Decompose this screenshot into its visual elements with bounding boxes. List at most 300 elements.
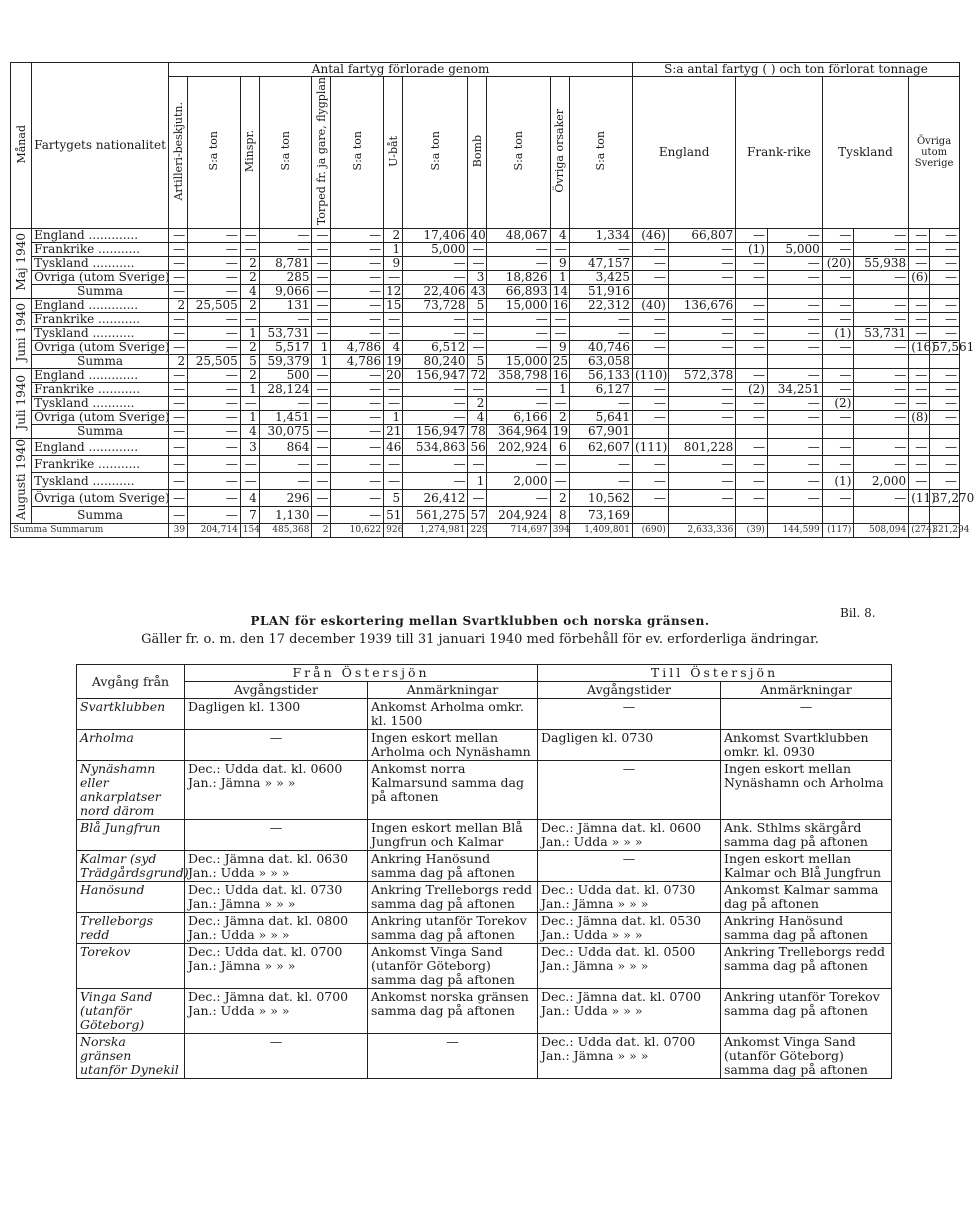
sum-cell xyxy=(668,285,735,299)
value-cell: — xyxy=(822,383,854,397)
fran-time-cell: — xyxy=(185,1034,368,1079)
plan-row xyxy=(77,882,892,913)
nationality-cell: Frankrike ........... xyxy=(32,243,169,257)
nationality-cell: Tyskland ........... xyxy=(32,327,169,341)
value-cell: — xyxy=(569,473,632,490)
value-cell: — xyxy=(312,411,331,425)
header-losses-cause: Antal fartyg förlorade genom xyxy=(169,63,633,77)
value-cell: — xyxy=(312,456,331,473)
value-cell: 5 xyxy=(384,490,403,507)
till-note-cell: Ankring utanför Torekov samma dag på aftonen xyxy=(721,989,892,1034)
value-cell: — xyxy=(169,327,188,341)
sum-cell: 19 xyxy=(550,425,569,439)
value-cell: — xyxy=(468,490,487,507)
nationality-cell: Övriga (utom Sverige) xyxy=(32,411,169,425)
value-cell: — xyxy=(930,271,960,285)
value-cell: 1 xyxy=(240,383,259,397)
value-cell: — xyxy=(169,456,188,473)
value-cell: — xyxy=(930,313,960,327)
nationality-cell: England ............. xyxy=(32,369,169,383)
value-cell: — xyxy=(668,341,735,355)
fran-time-cell: Dec.: Jämna dat. kl. 0700 Jan.: Udda » » » xyxy=(185,989,368,1034)
value-cell: — xyxy=(633,411,669,425)
value-cell: — xyxy=(854,229,909,243)
value-cell: — xyxy=(240,229,259,243)
value-cell: — xyxy=(909,327,930,341)
sum-cell: 67,901 xyxy=(569,425,632,439)
value-cell: 16 xyxy=(550,299,569,313)
value-cell: 2 xyxy=(240,369,259,383)
value-cell: — xyxy=(240,397,259,411)
value-cell: — xyxy=(668,243,735,257)
grand-total-cell: 926 xyxy=(384,524,403,538)
value-cell: 57,561 xyxy=(930,341,960,355)
sum-row xyxy=(11,425,960,439)
nationality-cell: Övriga (utom Sverige) xyxy=(32,271,169,285)
value-cell: 37,270 xyxy=(930,490,960,507)
plan-row xyxy=(77,989,892,1034)
value-cell: 2 xyxy=(240,341,259,355)
value-cell: 136,676 xyxy=(668,299,735,313)
value-cell: — xyxy=(633,473,669,490)
value-cell: — xyxy=(854,243,909,257)
value-cell: — xyxy=(403,327,468,341)
value-cell: — xyxy=(930,456,960,473)
value-cell: — xyxy=(854,383,909,397)
sum-cell xyxy=(736,285,768,299)
sum-cell: 8 xyxy=(550,507,569,524)
header-avgang-fran: Avgång från xyxy=(77,665,185,699)
header-tyskland: Tyskland xyxy=(822,77,908,229)
value-cell: — xyxy=(930,243,960,257)
value-cell: — xyxy=(312,473,331,490)
value-cell: — xyxy=(854,271,909,285)
fran-note-cell: Ankomst Vinga Sand (utanför Göteborg) samma dag på aftonen xyxy=(368,944,538,989)
value-cell: 15,000 xyxy=(487,299,550,313)
till-time-cell: Dec.: Udda dat. kl. 0730 Jan.: Jämna » » » xyxy=(538,882,721,913)
value-cell: — xyxy=(468,313,487,327)
sum-cell xyxy=(909,507,930,524)
value-cell: — xyxy=(240,456,259,473)
value-cell: 1,451 xyxy=(259,411,312,425)
header-bomb: Bomb xyxy=(468,77,487,229)
plan-row xyxy=(77,913,892,944)
value-cell: 55,938 xyxy=(854,257,909,271)
grand-total-cell: 1,409,801 xyxy=(569,524,632,538)
value-cell: — xyxy=(550,473,569,490)
value-cell: — xyxy=(384,397,403,411)
sum-cell xyxy=(909,285,930,299)
value-cell: — xyxy=(188,456,241,473)
value-cell: 26,412 xyxy=(403,490,468,507)
value-cell: (8) xyxy=(909,411,930,425)
header-till-ostersjon: Till Östersjön xyxy=(538,665,892,682)
value-cell: — xyxy=(403,456,468,473)
value-cell: 1 xyxy=(384,243,403,257)
sum-cell xyxy=(822,507,854,524)
till-time-cell: Dec.: Jämna dat. kl. 0530 Jan.: Udda » » » xyxy=(538,913,721,944)
sum-cell: — xyxy=(331,507,384,524)
value-cell: — xyxy=(767,456,822,473)
sum-cell xyxy=(736,507,768,524)
value-cell: — xyxy=(736,257,768,271)
value-cell: — xyxy=(384,271,403,285)
fran-note-cell: Ingen eskort mellan Blå Jungfrun och Kalmar xyxy=(368,820,538,851)
value-cell: 534,863 xyxy=(403,439,468,456)
value-cell: — xyxy=(403,397,468,411)
nationality-cell: England ............. xyxy=(32,439,169,456)
value-cell: 1 xyxy=(550,271,569,285)
value-cell: — xyxy=(169,313,188,327)
port-cell: Nynäshamn eller ankarplatser nord därom xyxy=(77,761,185,820)
till-time-cell: Dec.: Jämna dat. kl. 0600 Jan.: Udda » » » xyxy=(538,820,721,851)
value-cell: — xyxy=(854,397,909,411)
sum-cell xyxy=(822,355,854,369)
sum-cell xyxy=(633,507,669,524)
value-cell: — xyxy=(767,271,822,285)
value-cell: — xyxy=(736,411,768,425)
value-cell: — xyxy=(188,397,241,411)
value-cell: — xyxy=(188,411,241,425)
value-cell: — xyxy=(331,397,384,411)
value-cell: (11) xyxy=(909,490,930,507)
table-row xyxy=(11,299,960,313)
value-cell: 2 xyxy=(240,257,259,271)
table-row xyxy=(11,313,960,327)
value-cell: — xyxy=(550,456,569,473)
value-cell: — xyxy=(767,439,822,456)
value-cell: — xyxy=(312,369,331,383)
value-cell: (20) xyxy=(822,257,854,271)
value-cell: 5,000 xyxy=(403,243,468,257)
port-cell: Hanösund xyxy=(77,882,185,913)
value-cell: 40,746 xyxy=(569,341,632,355)
value-cell: (16) xyxy=(909,341,930,355)
value-cell: — xyxy=(633,327,669,341)
grand-total-cell: 2 xyxy=(312,524,331,538)
value-cell: — xyxy=(767,369,822,383)
sum-cell xyxy=(736,355,768,369)
value-cell: 10,562 xyxy=(569,490,632,507)
value-cell: — xyxy=(767,299,822,313)
value-cell: — xyxy=(633,456,669,473)
month-label: Juni 1940 xyxy=(11,299,32,369)
sum-cell xyxy=(736,425,768,439)
value-cell: — xyxy=(930,327,960,341)
value-cell: — xyxy=(736,271,768,285)
till-time-cell: Dec.: Udda dat. kl. 0500 Jan.: Jämna » » » xyxy=(538,944,721,989)
grand-total-cell: 144,599 xyxy=(767,524,822,538)
value-cell: — xyxy=(188,271,241,285)
value-cell: 17,406 xyxy=(403,229,468,243)
value-cell: (111) xyxy=(633,439,669,456)
fran-time-cell: Dagligen kl. 1300 xyxy=(185,699,368,730)
sum-cell xyxy=(930,285,960,299)
value-cell: — xyxy=(331,473,384,490)
sum-cell: 9,066 xyxy=(259,285,312,299)
sum-cell: 4 xyxy=(240,285,259,299)
till-note-cell: — xyxy=(721,699,892,730)
port-cell: Trelleborgs redd xyxy=(77,913,185,944)
value-cell: — xyxy=(668,473,735,490)
value-cell: — xyxy=(331,229,384,243)
nationality-cell: England ............. xyxy=(32,229,169,243)
value-cell: 131 xyxy=(259,299,312,313)
value-cell: 1,334 xyxy=(569,229,632,243)
value-cell: — xyxy=(188,257,241,271)
value-cell: — xyxy=(169,229,188,243)
value-cell: 34,251 xyxy=(767,383,822,397)
value-cell: — xyxy=(909,369,930,383)
value-cell: — xyxy=(550,313,569,327)
value-cell: 4 xyxy=(468,411,487,425)
sum-cell: 5 xyxy=(240,355,259,369)
value-cell: — xyxy=(822,243,854,257)
value-cell: — xyxy=(188,473,241,490)
value-cell: — xyxy=(169,341,188,355)
port-cell: Blå Jungfrun xyxy=(77,820,185,851)
sum-cell xyxy=(854,425,909,439)
value-cell: — xyxy=(909,229,930,243)
value-cell: — xyxy=(668,271,735,285)
sum-cell: — xyxy=(169,425,188,439)
grand-total-cell: 485,368 xyxy=(259,524,312,538)
sum-cell: — xyxy=(188,285,241,299)
value-cell: — xyxy=(854,299,909,313)
value-cell: (2) xyxy=(822,397,854,411)
value-cell: — xyxy=(312,257,331,271)
losses-table xyxy=(10,62,974,538)
fran-time-cell: Dec.: Udda dat. kl. 0730 Jan.: Jämna » » » xyxy=(185,882,368,913)
sum-cell xyxy=(854,507,909,524)
value-cell: 4 xyxy=(550,229,569,243)
grand-total-cell: 39 xyxy=(169,524,188,538)
value-cell: 1 xyxy=(312,341,331,355)
fran-note-cell: — xyxy=(368,1034,538,1079)
sum-cell: 66,893 xyxy=(487,285,550,299)
value-cell: 28,124 xyxy=(259,383,312,397)
grand-total-cell: 394 xyxy=(550,524,569,538)
fran-note-cell: Ingen eskort mellan Arholma och Nynäshamn xyxy=(368,730,538,761)
table-row xyxy=(11,473,960,490)
nationality-cell: Frankrike ........... xyxy=(32,313,169,327)
table-row xyxy=(11,439,960,456)
till-time-cell: Dec.: Jämna dat. kl. 0700 Jan.: Udda » » » xyxy=(538,989,721,1034)
value-cell: — xyxy=(633,341,669,355)
header-ubat: U-båt xyxy=(384,77,403,229)
value-cell: — xyxy=(909,473,930,490)
value-cell: 1 xyxy=(550,383,569,397)
table-row xyxy=(11,271,960,285)
value-cell: — xyxy=(188,341,241,355)
nationality-cell: Övriga (utom Sverige) xyxy=(32,341,169,355)
value-cell: 1 xyxy=(240,411,259,425)
value-cell: — xyxy=(331,271,384,285)
value-cell: — xyxy=(767,257,822,271)
plan-row xyxy=(77,820,892,851)
value-cell: — xyxy=(468,243,487,257)
value-cell: — xyxy=(854,313,909,327)
sum-cell: 21 xyxy=(384,425,403,439)
value-cell: — xyxy=(822,439,854,456)
value-cell: — xyxy=(668,411,735,425)
value-cell: — xyxy=(312,383,331,397)
value-cell: — xyxy=(930,383,960,397)
table-row xyxy=(11,257,960,271)
table-row xyxy=(11,397,960,411)
fran-time-cell: Dec.: Udda dat. kl. 0700 Jan.: Jämna » » » xyxy=(185,944,368,989)
grand-total-cell: 2,633,336 xyxy=(668,524,735,538)
value-cell: — xyxy=(854,411,909,425)
till-time-cell: — xyxy=(538,761,721,820)
sum-cell xyxy=(930,507,960,524)
value-cell: — xyxy=(854,456,909,473)
value-cell: — xyxy=(188,243,241,257)
value-cell: 285 xyxy=(259,271,312,285)
value-cell: — xyxy=(633,271,669,285)
plan-title: PLAN för eskortering mellan Svartklubben och norska gränsen. xyxy=(250,614,710,628)
header-england: England xyxy=(633,77,736,229)
value-cell: — xyxy=(487,341,550,355)
value-cell: 2 xyxy=(468,397,487,411)
value-cell: — xyxy=(822,299,854,313)
plan-row xyxy=(77,851,892,882)
value-cell: — xyxy=(767,411,822,425)
value-cell: — xyxy=(569,243,632,257)
port-cell: Norska gränsen utanför Dynekil xyxy=(77,1034,185,1079)
value-cell: — xyxy=(468,257,487,271)
till-time-cell: Dagligen kl. 0730 xyxy=(538,730,721,761)
sum-cell: 12 xyxy=(384,285,403,299)
value-cell: 62,607 xyxy=(569,439,632,456)
sum-cell: 15,000 xyxy=(487,355,550,369)
value-cell: — xyxy=(331,243,384,257)
grand-total-cell: (117) xyxy=(822,524,854,538)
sum-label: Summa xyxy=(32,507,169,524)
value-cell: — xyxy=(822,369,854,383)
nationality-cell: Tyskland ........... xyxy=(32,257,169,271)
value-cell: — xyxy=(312,313,331,327)
value-cell: — xyxy=(331,369,384,383)
value-cell: — xyxy=(736,456,768,473)
value-cell: — xyxy=(169,271,188,285)
value-cell: — xyxy=(736,341,768,355)
port-cell: Arholma xyxy=(77,730,185,761)
fran-time-cell: Dec.: Jämna dat. kl. 0800 Jan.: Udda » » » xyxy=(185,913,368,944)
sum-cell: 22,406 xyxy=(403,285,468,299)
header-sa-ton-3: S:a ton xyxy=(331,77,384,229)
value-cell: — xyxy=(384,456,403,473)
value-cell: 9 xyxy=(550,257,569,271)
value-cell: 72 xyxy=(468,369,487,383)
value-cell: — xyxy=(331,383,384,397)
value-cell: — xyxy=(259,313,312,327)
value-cell: — xyxy=(569,313,632,327)
value-cell: — xyxy=(736,369,768,383)
value-cell: (6) xyxy=(909,271,930,285)
sum-row xyxy=(11,285,960,299)
sum-label: Summa xyxy=(32,355,169,369)
sum-cell: — xyxy=(188,507,241,524)
value-cell: 9 xyxy=(550,341,569,355)
value-cell: — xyxy=(312,243,331,257)
grand-total-cell: 714,697 xyxy=(487,524,550,538)
table-row xyxy=(11,369,960,383)
value-cell: — xyxy=(767,327,822,341)
header-summary: S:a antal fartyg ( ) och ton förlorat tonnage xyxy=(633,63,960,77)
value-cell: 66,807 xyxy=(668,229,735,243)
sum-cell: — xyxy=(312,285,331,299)
value-cell: 3 xyxy=(240,439,259,456)
value-cell: 6,166 xyxy=(487,411,550,425)
value-cell: 18,826 xyxy=(487,271,550,285)
value-cell: — xyxy=(822,271,854,285)
value-cell: — xyxy=(487,383,550,397)
header-frankrike: Frank-rike xyxy=(736,77,822,229)
value-cell: — xyxy=(468,383,487,397)
value-cell: (46) xyxy=(633,229,669,243)
value-cell: — xyxy=(188,490,241,507)
value-cell: — xyxy=(487,397,550,411)
value-cell: 2 xyxy=(384,229,403,243)
header-sa-ton-4: S:a ton xyxy=(403,77,468,229)
value-cell: 46 xyxy=(384,439,403,456)
value-cell: — xyxy=(930,229,960,243)
till-time-cell: — xyxy=(538,851,721,882)
plan-row xyxy=(77,699,892,730)
value-cell: — xyxy=(487,490,550,507)
value-cell: — xyxy=(169,490,188,507)
value-cell: — xyxy=(169,473,188,490)
grand-total-cell: (690) xyxy=(633,524,669,538)
fran-time-cell: — xyxy=(185,730,368,761)
header-till-anmarkningar: Anmärkningar xyxy=(721,682,892,699)
value-cell: (2) xyxy=(736,383,768,397)
value-cell: 53,731 xyxy=(259,327,312,341)
value-cell: — xyxy=(633,243,669,257)
value-cell: — xyxy=(403,473,468,490)
plan-row xyxy=(77,1034,892,1079)
value-cell: — xyxy=(550,397,569,411)
till-note-cell: Ankring Trelleborgs redd samma dag på aftonen xyxy=(721,944,892,989)
till-note-cell: Ingen eskort mellan Nynäshamn och Arholma xyxy=(721,761,892,820)
value-cell: 4 xyxy=(240,490,259,507)
value-cell: — xyxy=(930,257,960,271)
value-cell: — xyxy=(169,397,188,411)
nationality-cell: Tyskland ........... xyxy=(32,397,169,411)
grand-total-cell: 154 xyxy=(240,524,259,538)
value-cell: — xyxy=(550,243,569,257)
value-cell: — xyxy=(403,383,468,397)
value-cell: 156,947 xyxy=(403,369,468,383)
plan-row xyxy=(77,944,892,989)
header-fran-ostersjon: Från Östersjön xyxy=(185,665,538,682)
value-cell: — xyxy=(331,327,384,341)
value-cell: — xyxy=(312,439,331,456)
value-cell: — xyxy=(240,313,259,327)
value-cell: — xyxy=(909,383,930,397)
fran-time-cell: — xyxy=(185,820,368,851)
month-label: Augusti 1940 xyxy=(11,439,32,524)
sum-cell xyxy=(633,425,669,439)
value-cell: — xyxy=(312,271,331,285)
value-cell: 5 xyxy=(468,299,487,313)
sum-cell xyxy=(767,285,822,299)
table-row xyxy=(11,383,960,397)
value-cell: 801,228 xyxy=(668,439,735,456)
sum-cell: 204,924 xyxy=(487,507,550,524)
value-cell: — xyxy=(909,313,930,327)
